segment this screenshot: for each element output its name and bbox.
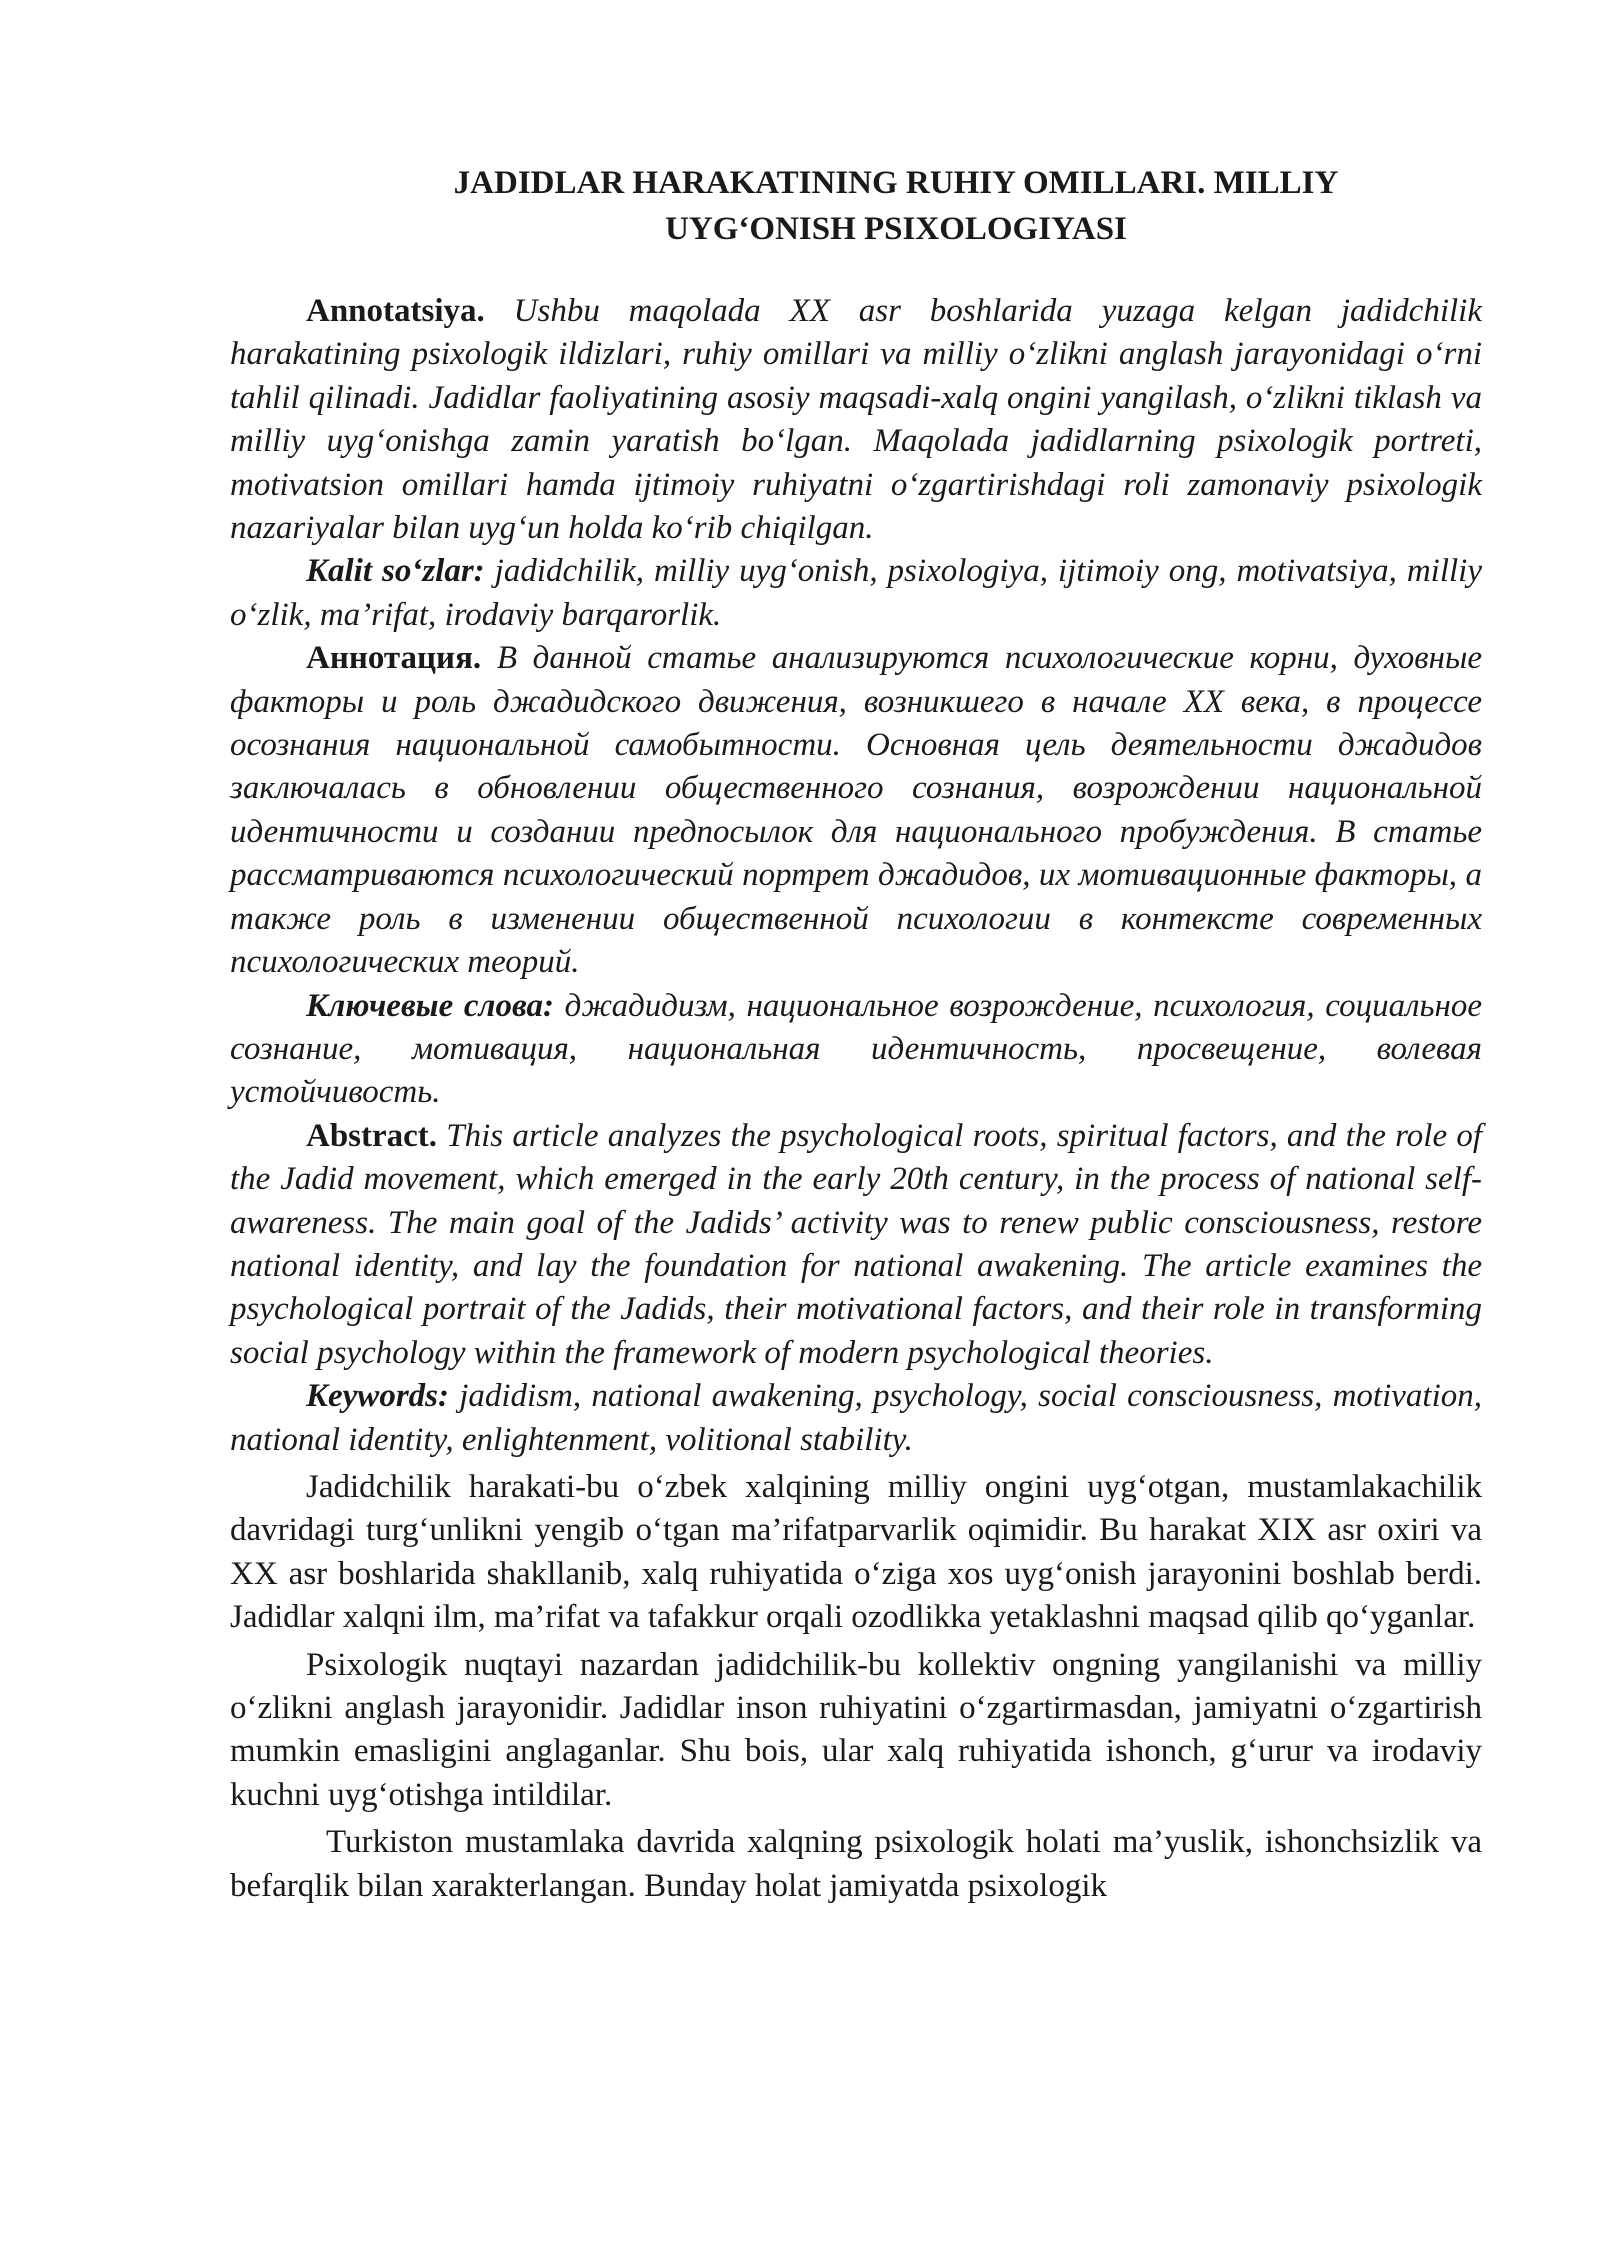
title-line-2: UYG‘ONISH PSIXOLOGIYASI (665, 211, 1127, 247)
keywords-ru-label: Ключевые слова: (306, 987, 554, 1024)
annotation-ru-text: В данной статье анализируются психологические корни, духовные факторы и роль джадидского движения, возникшего в начале XX века, в процессе осознания национальной самобытности. Основная цель деятельности джадидов заключалась в обновлении общественного сознания, возрождении национальной идентичности и создании предпосылок для национального пробуждения. В статье рассматриваются психологический портрет джадидов, их мотивационные факторы, а также роль в изменении общественной психологии в контексте современных психологических теорий. (230, 640, 1482, 981)
keywords-uz-label: Kalit so‘zlar: (306, 553, 485, 590)
annotation-ru (230, 637, 1482, 984)
annotation-uz-label: Annotatsiya. (306, 293, 485, 329)
body-paragraph-1: Jadidchilik harakati-bu o‘zbek xalqining milliy ongini uyg‘otgan, mustamlakachilik davridagi turg‘unlikni yengib o‘tgan ma’rifatparvarlik oqimidir. Bu harakat XIX asr oxiri va XX asr boshlarida shakllanib, xalq ruhiyatida o‘ziga xos uyg‘onish jarayonini boshlab berdi. Jadidlar xalqni ilm, ma’rifat va tafakkur orqali ozodlikka yetaklashni maqsad qilib qo‘yganlar. (230, 1468, 1482, 1636)
annotation-ru-label: Аннотация. (306, 640, 482, 677)
document-page (230, 160, 1482, 1908)
keywords-en-label: Keywords: (306, 1378, 449, 1415)
article-title (230, 160, 1482, 252)
abstract-en (230, 1115, 1482, 1375)
body-paragraph-3: Turkiston mustamlaka davrida xalqning psixologik holati ma’yuslik, ishonchsizlik va befarqlik bilan xarakterlangan. Bunday holat jamiyatda psixologik (230, 1824, 1482, 1904)
title-line-1: JADIDLAR HARAKATINING RUHIY OMILLARI. MILLIY (453, 165, 1339, 201)
keywords-uz-text: jadidchilik, milliy uyg‘onish, psixologiya, ijtimoiy ong, motivatsiya, milliy o‘zlik, ma’rifat, irodaviy barqarorlik. (230, 553, 1482, 633)
body-paragraph-2: Psixologik nuqtayi nazardan jadidchilik-bu kollektiv ongning yangilanishi va milliy o‘zlikni anglash jarayonidir. Jadidlar inson ruhiyatini o‘zgartirmasdan, jamiyatni o‘zgartirish mumkin emasligini anglaganlar. Shu bois, ular xalq ruhiyatida ishonch, g‘urur va irodaviy kuchni uyg‘otishga intildilar. (230, 1646, 1482, 1813)
keywords-ru-text: джадидизм, национальное возрождение, психология, социальное сознание, мотивация, национальная идентичность, просвещение, волевая устойчивость. (230, 987, 1482, 1111)
keywords-en (230, 1375, 1482, 1462)
keywords-ru (230, 985, 1482, 1115)
keywords-uz (230, 550, 1482, 637)
annotation-uz (230, 290, 1482, 550)
keywords-en-text: jadidism, national awakening, psychology, social consciousness, motivation, national identity, enlightenment, volitional stability. (230, 1378, 1482, 1458)
annotation-uz-text: Ushbu maqolada XX asr boshlarida yuzaga kelgan jadidchilik harakatining psixologik ildizlari, ruhiy omillari va milliy o‘zlikni anglash jarayonidagi o‘rni tahlil qilinadi. Jadidlar faoliyatining asosiy maqsadi-xalq ongini yangilash, o‘zlikni tiklash va milliy uyg‘onishga zamin yaratish bo‘lgan. Maqolada jadidlarning psixologik portreti, motivatsion omillari hamda ijtimoiy ruhiyatni o‘zgartirishdagi roli zamonaviy psixologik nazariyalar bilan uyg‘un holda ko‘rib chiqilgan. (230, 293, 1482, 547)
abstract-en-text: This article analyzes the psychological roots, spiritual factors, and the role of the Jadid movement, which emerged in the early 20th century, in the process of national self-awareness. The main goal of the Jadids’ activity was to renew public consciousness, restore national identity, and lay the foundation for national awakening. The article examines the psychological portrait of the Jadids, their motivational factors, and their role in transforming social psychology within the framework of modern psychological theories. (230, 1117, 1482, 1371)
abstract-en-label: Abstract. (306, 1117, 438, 1154)
